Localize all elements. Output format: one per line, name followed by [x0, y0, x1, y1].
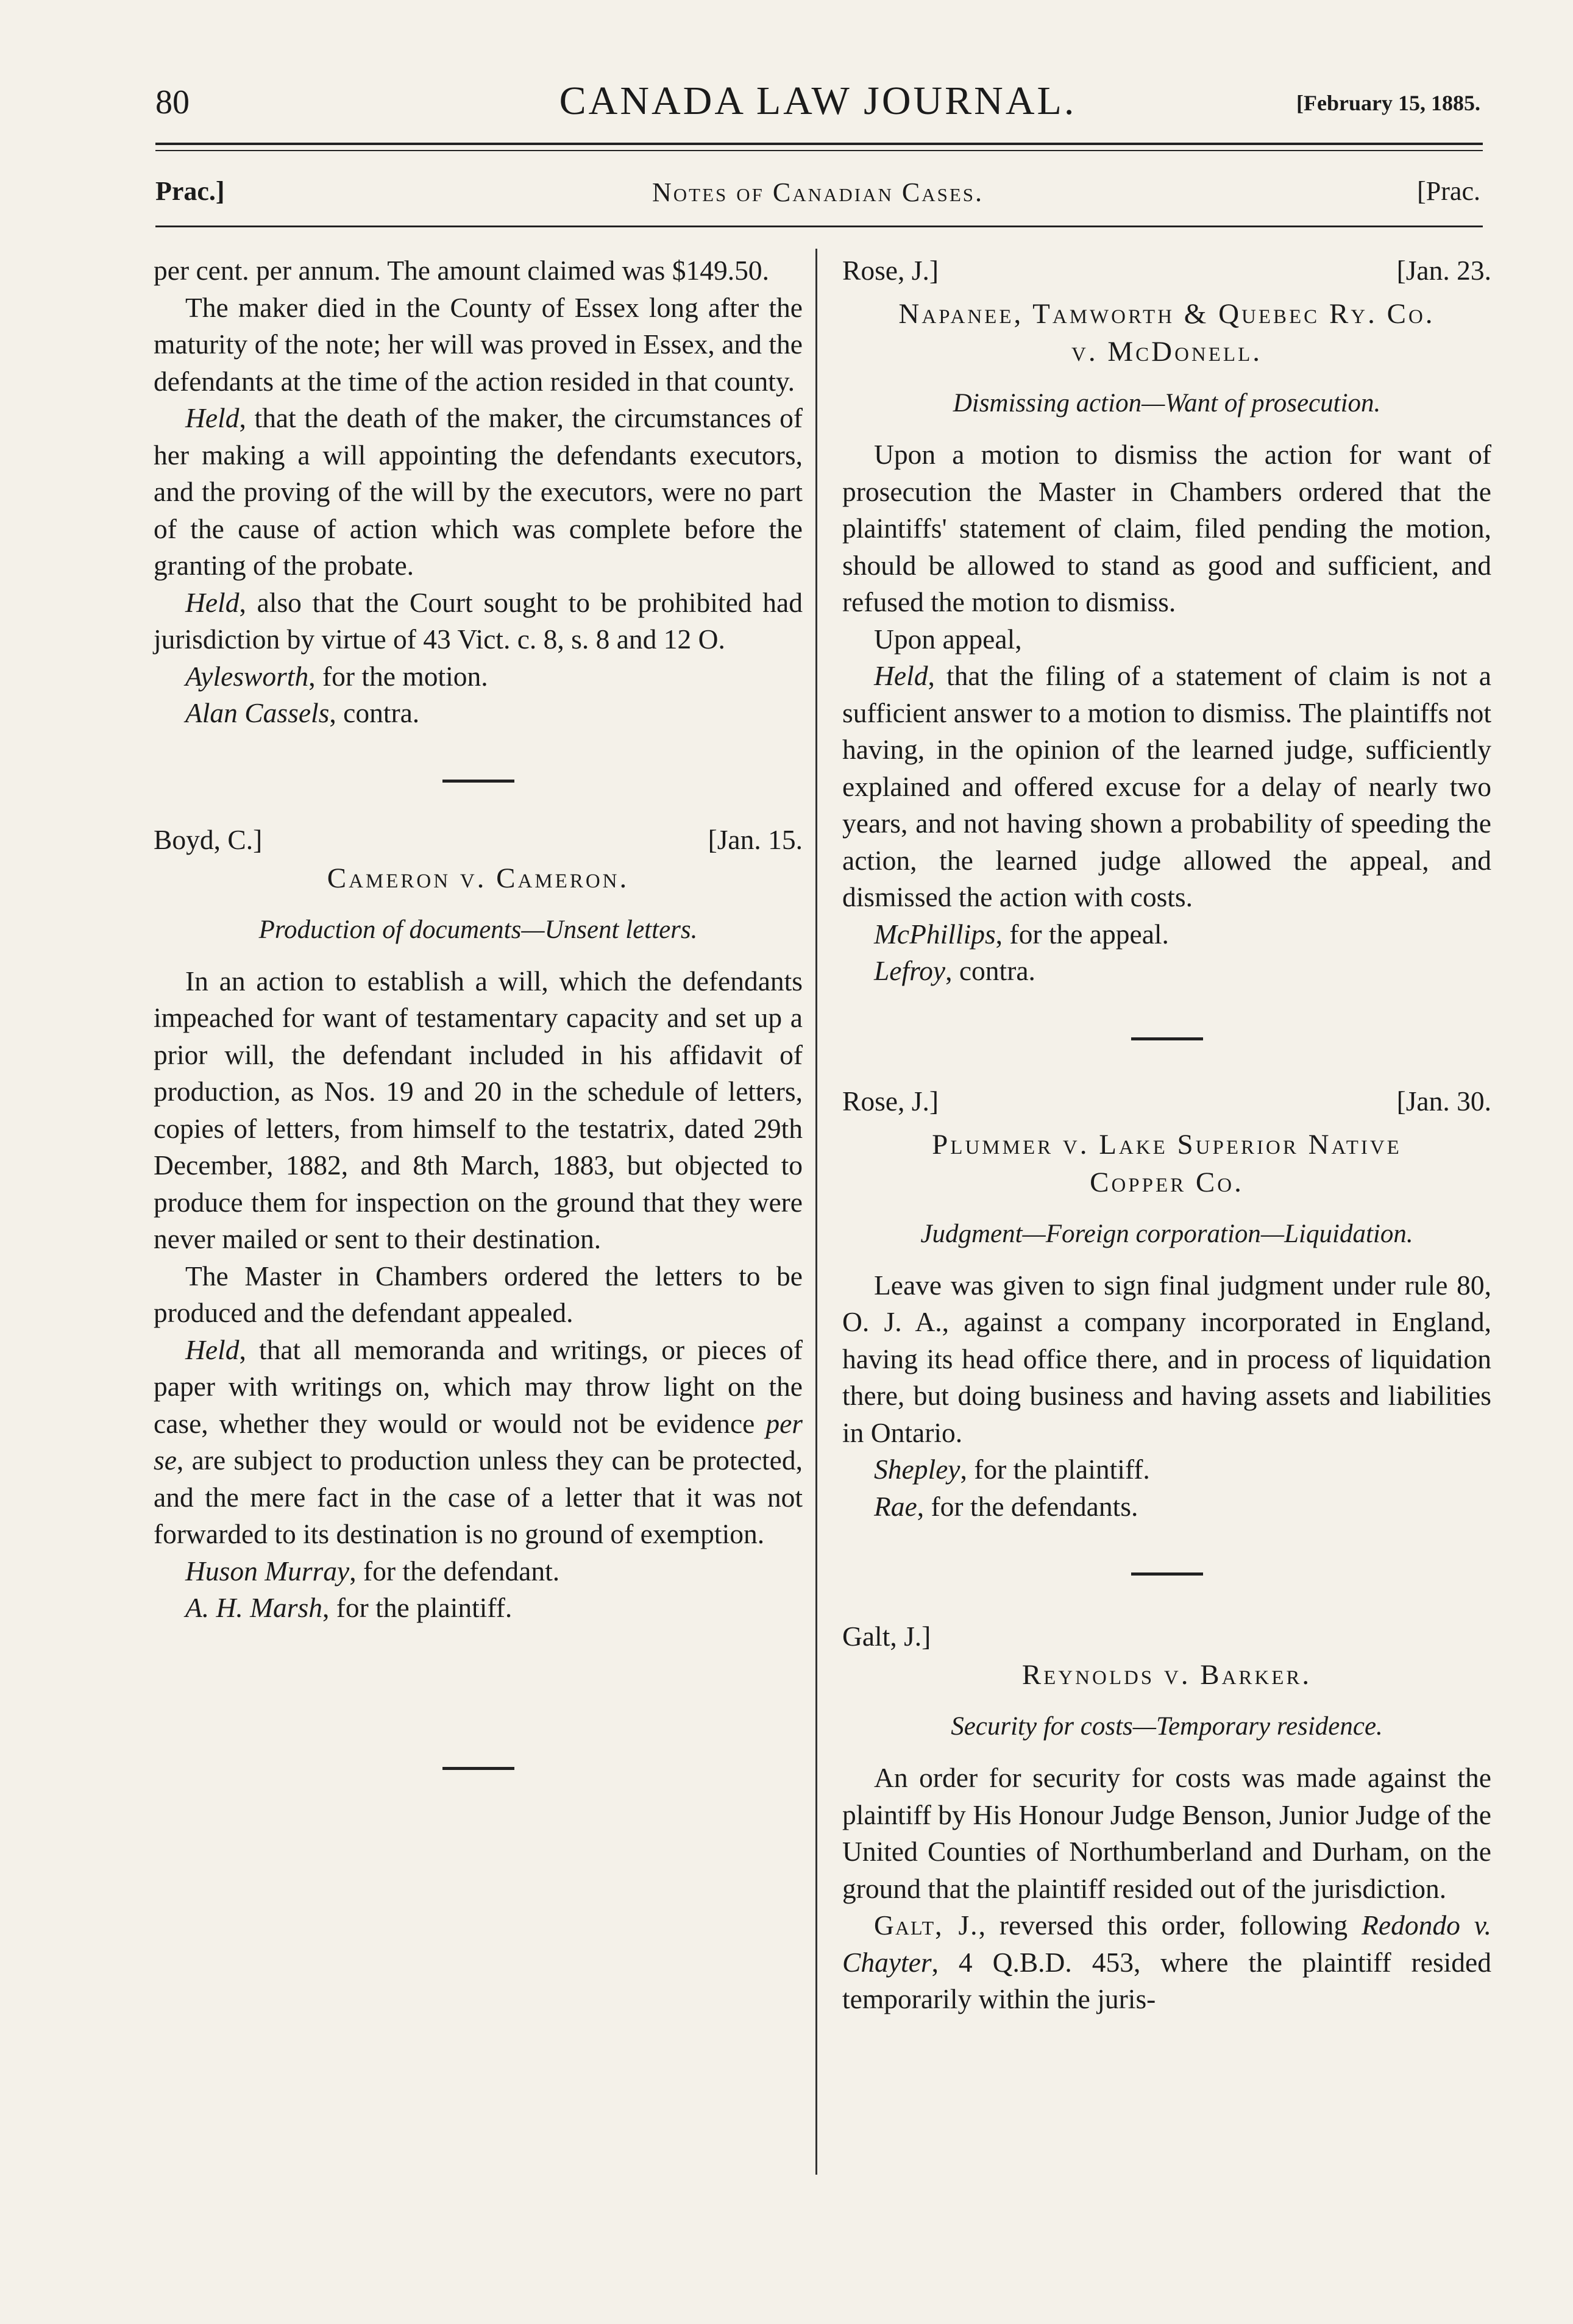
- case-title: Reynolds v. Barker.: [1021, 1659, 1312, 1691]
- counsel-name: Lefroy: [874, 955, 946, 986]
- counsel-name: Shepley: [874, 1454, 960, 1485]
- held-text: , that the filing of a statement of claim is not a sufficient answer to a motion to dismiss. The plaintiffs not having, in the opinion of the learned judge, sufficiently explained and offered excuse for a delay of nearly two years, and not having shown a probability of speeding the action, the learned judge allowed the appeal, and dismissed the action with costs.: [842, 660, 1491, 912]
- header-rule-top: [155, 143, 1483, 145]
- counsel-role: , for the defendants.: [917, 1490, 1138, 1522]
- left-column: [154, 252, 803, 1770]
- paragraph: Upon appeal,: [874, 623, 1022, 655]
- journal-title: CANADA LAW JOURNAL.: [559, 79, 1077, 123]
- judge: Galt, J.]: [842, 1621, 931, 1652]
- paragraph: In an action to establish a will, which the defendants impeached for want of testamentary capacity and set up a prior will, the defendant included in his affidavit of production, as Nos. 19 and 20 in the schedule of letters, copies of letters, from himself to the testatrix, dated 29th December, 1882, and 8th March, 1883, but objected to produce them for inspection on the ground that they were never mailed or sent to their destination.: [154, 965, 803, 1254]
- case-title: Cameron v. Cameron.: [327, 862, 630, 894]
- paragraph: The maker died in the County of Essex long after the maturity of the note; her will was proved in Essex, and the defendants at the time of the action resided in that county.: [154, 291, 803, 397]
- latin-phrase: per se: [154, 1407, 803, 1476]
- header-rule-bottom: [155, 150, 1483, 151]
- cited-case: Redondo v. Chayter: [842, 1910, 1491, 1978]
- held-label: Held: [185, 586, 240, 618]
- paragraph: The Master in Chambers ordered the letters to be produced and the defendant appealed.: [154, 1260, 803, 1328]
- counsel-line: [154, 695, 803, 732]
- paragraph-text: , 4 Q.B.D. 453, where the plaintiff resided temporarily within the juris-: [842, 1946, 1491, 2014]
- counsel-line: [842, 1451, 1491, 1488]
- held-paragraph: [154, 400, 803, 585]
- headnote: Dismissing action—Want of prosecution.: [953, 389, 1381, 418]
- counsel-role: , for the appeal.: [995, 918, 1169, 950]
- case-heading: [842, 1618, 1491, 1656]
- case-continuation: [154, 252, 803, 732]
- held-paragraph: [154, 585, 803, 658]
- headnote: Judgment—Foreign corporation—Liquidation.: [920, 1219, 1413, 1248]
- section-title: Notes of Canadian Cases.: [652, 177, 984, 207]
- paragraph-text: , reversed this order, following: [978, 1910, 1362, 1941]
- held-label: Held: [874, 660, 928, 691]
- counsel-role: , for the motion.: [308, 660, 488, 692]
- issue-date: [February 15, 1885.: [1296, 91, 1480, 115]
- held-text: , that all memoranda and writings, or pieces of paper with writings on, which may throw light on the case, whether they would or would not be evidence: [154, 1334, 803, 1439]
- section-right-label: [Prac.: [1417, 176, 1480, 206]
- case-heading: [154, 822, 803, 859]
- held-label: Held: [185, 1334, 240, 1365]
- headnote: Production of documents—Unsent letters.: [258, 915, 698, 944]
- case-date: [Jan. 15.: [708, 823, 803, 855]
- case-title-line1: Plummer v. Lake Superior Native: [932, 1128, 1402, 1160]
- case-reynolds: [842, 1618, 1491, 2018]
- counsel-role: , contra.: [945, 955, 1035, 986]
- counsel-role: , for the plaintiff.: [322, 1592, 513, 1623]
- case-title-line1: Napanee, Tamworth & Quebec Ry. Co.: [898, 298, 1435, 330]
- page-number: 80: [155, 84, 190, 121]
- case-separator: [442, 1767, 514, 1770]
- judge: Rose, J.]: [842, 1085, 939, 1117]
- counsel-name: Aylesworth: [185, 660, 309, 692]
- held-paragraph: [842, 658, 1491, 916]
- counsel-line: [842, 916, 1491, 953]
- counsel-name: A. H. Marsh: [185, 1592, 322, 1623]
- case-title-line2: Copper Co.: [1090, 1166, 1244, 1198]
- case-plummer: [842, 1083, 1491, 1526]
- held-text: , also that the Court sought to be prohibited had jurisdiction by virtue of 43 Vict. c. 8, s. 8 and 12 O.: [154, 586, 803, 655]
- paragraph: per cent. per annum. The amount claimed was $149.50.: [154, 255, 769, 286]
- counsel-line: [154, 658, 803, 695]
- judge: Rose, J.]: [842, 255, 939, 286]
- section-rule: [155, 226, 1483, 227]
- right-column: [842, 252, 1491, 2018]
- paragraph: Upon a motion to dismiss the action for want of prosecution the Master in Chambers ordered that the plaintiffs' statement of claim, filed pending the motion, should be allowed to stand as good and sufficient, and refused the motion to dismiss.: [842, 439, 1491, 617]
- case-heading: [842, 252, 1491, 290]
- section-left-label: Prac.]: [155, 176, 225, 206]
- counsel-role: , contra.: [329, 697, 420, 728]
- paragraph: An order for security for costs was made against the plaintiff by His Honour Judge Benson, Junior Judge of the United Counties of Northumberland and Durham, on the ground that the plaintiff resided out of the jurisdiction.: [842, 1762, 1491, 1904]
- counsel-name: Rae: [874, 1490, 917, 1522]
- counsel-name: Alan Cassels: [185, 697, 330, 728]
- paragraph: [842, 1907, 1491, 2018]
- judge: Boyd, C.]: [154, 823, 263, 855]
- paragraph: Leave was given to sign final judgment under rule 80, O. J. A., against a company incorporated in England, having its head office there, and in process of liquidation there, but doing business and having assets and liabilities in Ontario.: [842, 1269, 1491, 1448]
- held-text: , are subject to production unless they can be protected, and the mere fact in the case of a letter that it was not forwarded to its destination is no ground of exemption.: [154, 1445, 803, 1549]
- case-heading: [842, 1083, 1491, 1121]
- counsel-role: , for the plaintiff.: [960, 1454, 1150, 1485]
- counsel-role: , for the defendant.: [349, 1555, 560, 1587]
- held-paragraph: [154, 1332, 803, 1553]
- case-date: [Jan. 23.: [1396, 255, 1491, 286]
- case-date: [Jan. 30.: [1396, 1085, 1491, 1117]
- case-cameron: [154, 822, 803, 1627]
- counsel-line: [154, 1553, 803, 1590]
- counsel-name: Huson Murray: [185, 1555, 350, 1587]
- counsel-line: [842, 953, 1491, 990]
- section-head: [155, 176, 1480, 212]
- case-napanee: [842, 252, 1491, 990]
- column-divider: [815, 249, 817, 2175]
- counsel-line: [154, 1590, 803, 1627]
- judge-name: Galt, J.: [874, 1910, 979, 1941]
- counsel-name: McPhillips: [874, 918, 996, 950]
- counsel-line: [842, 1488, 1491, 1526]
- case-title-line2: v. McDonell.: [1071, 336, 1262, 368]
- running-head: [155, 78, 1480, 127]
- headnote: Security for costs—Temporary residence.: [951, 1712, 1383, 1741]
- held-label: Held: [185, 402, 240, 433]
- held-text: , that the death of the maker, the circumstances of her making a will appointing the defendants executors, and the proving of the will by the executors, were no part of the cause of action which was complete before the granting of the probate.: [154, 402, 803, 581]
